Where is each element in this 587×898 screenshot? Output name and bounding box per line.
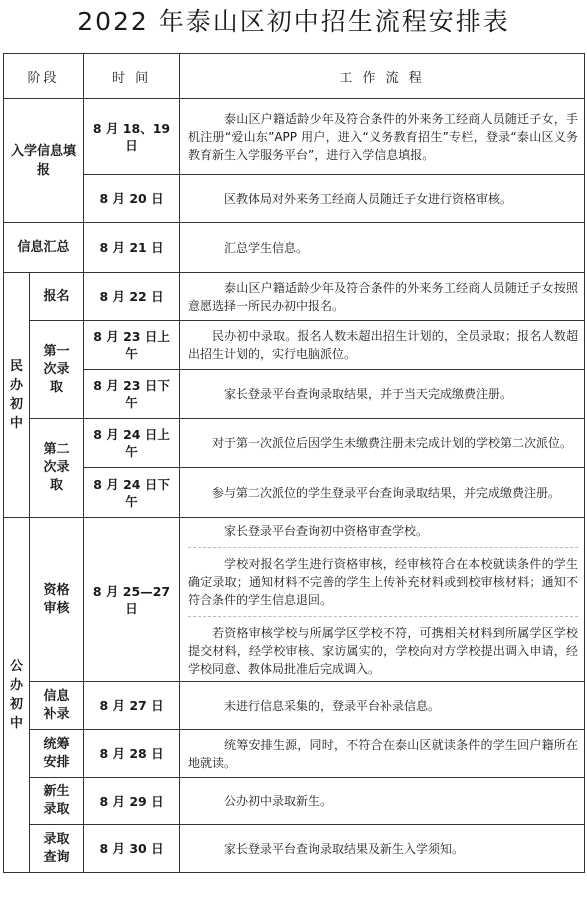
process-cell — [180, 99, 585, 175]
header-stage: 阶段 — [4, 54, 84, 99]
group-label: 公办初中 — [9, 659, 23, 731]
process-cell — [180, 223, 585, 273]
table-row — [4, 370, 585, 419]
process-cell — [180, 321, 585, 370]
process-cell — [180, 468, 585, 518]
table-row — [4, 682, 585, 730]
process-paragraph: 家长登录平台查询初中资格审查学校。 — [224, 523, 429, 538]
table-row — [4, 175, 585, 223]
date-cell: 8 月 18、19 日 — [84, 99, 180, 175]
process-cell — [180, 419, 585, 468]
enrollment-schedule-table — [3, 53, 585, 873]
process-text: 泰山区户籍适龄少年及符合条件的外来务工经商人员随迁子女按照意愿选择一所民办初中报名。 — [188, 280, 579, 313]
process-text: 区教体局对外来务工经商人员随迁子女进行资格审核。 — [224, 191, 513, 206]
process-paragraph: 若资格审核学校与所属学区学校不符，可携相关材料到所属学区学校提交材料，经学校审核、家访属实的，学校向对方学校提出调入申请，经学校同意、教体局批准后完成调入。 — [188, 616, 578, 678]
stage-cell: 信息汇总 — [4, 223, 84, 273]
group-label: 民办初中 — [9, 359, 23, 431]
process-text: 民办初中录取。报名人数未超出招生计划的，全员录取；报名人数超出招生计划的，实行电脑派位。 — [188, 329, 579, 361]
date-cell: 8 月 28 日 — [84, 730, 180, 778]
stage-cell: 统筹安排 — [30, 730, 84, 778]
stage-cell: 入学信息填报 — [4, 99, 84, 223]
process-text: 对于第一次派位后因学生未缴费注册未完成计划的学校第二次派位。 — [212, 436, 573, 450]
table-row — [4, 778, 585, 825]
stage-cell: 报名 — [30, 273, 84, 321]
table-row — [4, 825, 585, 873]
header-time: 时 间 — [84, 54, 180, 99]
stage-cell: 第一次录取 — [30, 321, 84, 419]
group-cell — [4, 273, 30, 518]
process-cell — [180, 682, 585, 730]
process-text: 家长登录平台查询录取结果，并于当天完成缴费注册。 — [224, 387, 513, 401]
date-cell: 8 月 25—27 日 — [84, 518, 180, 682]
date-cell: 8 月 21 日 — [84, 223, 180, 273]
stage-cell: 录取查询 — [30, 825, 84, 873]
date-cell: 8 月 20 日 — [84, 175, 180, 223]
date-cell: 8 月 23 日上午 — [84, 321, 180, 370]
stage-cell: 第二次录取 — [30, 419, 84, 518]
date-cell: 8 月 22 日 — [84, 273, 180, 321]
process-text: 未进行信息采集的，登录平台补录信息。 — [224, 698, 441, 713]
group-cell — [4, 518, 30, 873]
header-process: 工 作 流 程 — [180, 54, 585, 99]
stage-cell: 资格审核 — [30, 518, 84, 682]
date-cell: 8 月 27 日 — [84, 682, 180, 730]
process-paragraph: 学校对报名学生进行资格审核，经审核符合在本校就读条件的学生确定录取；通知材料不完善的学生上传补充材料或到校审核材料；通知不符合条件的学生信息退回。 — [188, 547, 578, 609]
page-title: 2022 年泰山区初中招生流程安排表 — [77, 7, 510, 36]
process-text: 公办初中录取新生。 — [224, 794, 333, 808]
date-cell: 8 月 24 日下午 — [84, 468, 180, 518]
process-cell — [180, 730, 585, 778]
process-text: 泰山区户籍适龄少年及符合条件的外来务工经商人员随迁子女，手机注册“爱山东”APP 用户，进入“义务教育招生”专栏，登录“泰山区义务教育新生入学服务平台”，进行入学信息填报。 — [188, 111, 579, 162]
date-cell: 8 月 30 日 — [84, 825, 180, 873]
table-row — [4, 99, 585, 175]
table-row — [4, 223, 585, 273]
process-cell — [180, 273, 585, 321]
process-text: 统筹安排生源，同时，不符合在泰山区就读条件的学生回户籍所在地就读。 — [188, 737, 579, 770]
process-cell — [180, 778, 585, 825]
table-row — [4, 419, 585, 468]
table-row — [4, 468, 585, 518]
table-row — [4, 273, 585, 321]
process-cell — [180, 175, 585, 223]
table-header-row — [4, 54, 585, 99]
process-cell — [180, 518, 585, 682]
stage-cell: 新生录取 — [30, 778, 84, 825]
process-cell — [180, 825, 585, 873]
process-text: 家长登录平台查询录取结果及新生入学须知。 — [224, 841, 465, 856]
table-row — [4, 321, 585, 370]
date-cell: 8 月 23 日下午 — [84, 370, 180, 419]
stage-cell: 信息补录 — [30, 682, 84, 730]
table-row — [4, 518, 585, 682]
process-text: 参与第二次派位的学生登录平台查询录取结果，并完成缴费注册。 — [212, 485, 561, 500]
date-cell: 8 月 29 日 — [84, 778, 180, 825]
process-cell — [180, 370, 585, 419]
process-text: 汇总学生信息。 — [224, 240, 309, 255]
table-row — [4, 730, 585, 778]
date-cell: 8 月 24 日上午 — [84, 419, 180, 468]
